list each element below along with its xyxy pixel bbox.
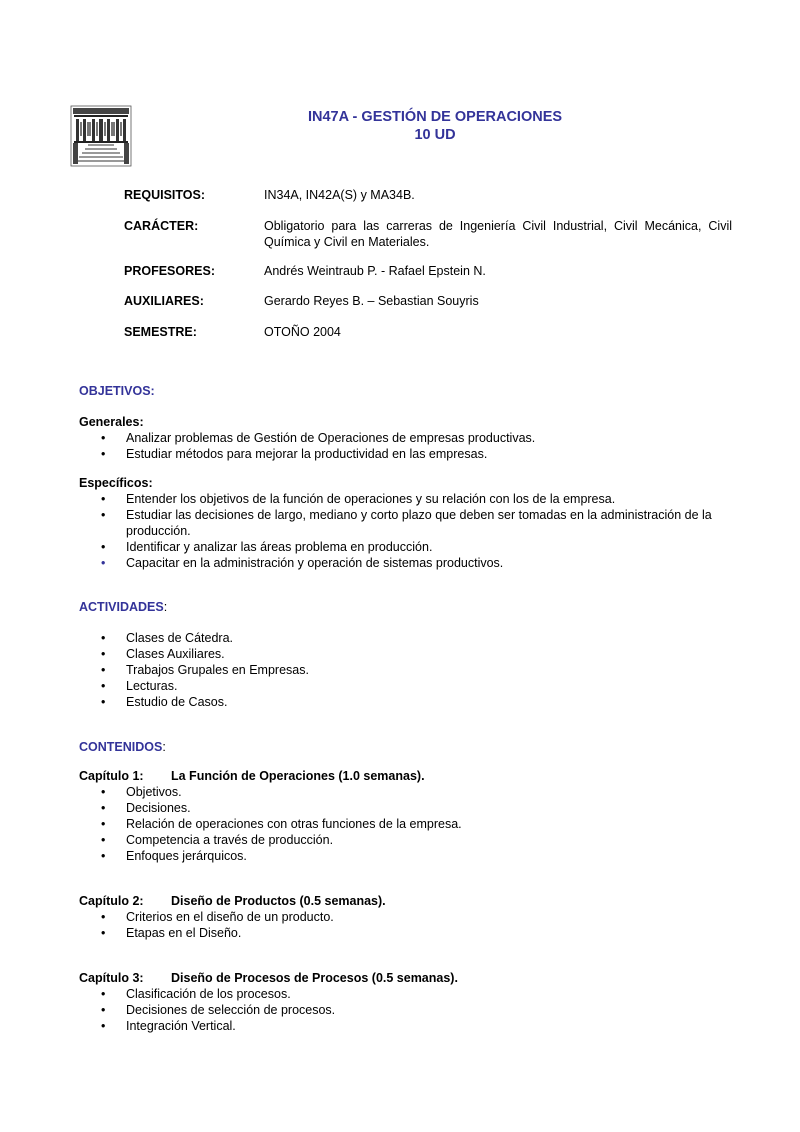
meta-value: IN34A, IN42A(S) y MA34B. <box>264 188 415 202</box>
bullet-icon: • <box>101 987 106 1001</box>
bullet-icon: • <box>101 817 106 831</box>
bullet-icon: • <box>101 801 106 815</box>
list-item: • Competencia a través de producción. <box>101 833 334 847</box>
list-item: • Criterios en el diseño de un producto. <box>101 910 334 924</box>
generales-label: Generales: <box>79 415 144 429</box>
course-title: IN47A - GESTIÓN DE OPERACIONES <box>307 109 563 125</box>
building-facade-icon <box>70 105 132 167</box>
bullet-icon: • <box>101 540 106 554</box>
bullet-icon: • <box>101 447 106 461</box>
list-item: • Identificar y analizar las áreas problema en producción. <box>101 540 433 554</box>
section-objetivos-title: OBJETIVOS: <box>79 384 155 398</box>
chapter-3-list <box>79 986 739 1034</box>
bullet-icon: • <box>101 833 106 847</box>
meta-label: CARÁCTER: <box>124 219 199 233</box>
bullet-icon: • <box>101 631 106 645</box>
section-actividades-title: ACTIVIDADES: <box>79 600 168 614</box>
list-item: • Relación de operaciones con otras funciones de la empresa. <box>101 817 462 831</box>
especificos-label: Específicos: <box>79 476 153 490</box>
bullet-icon: • <box>101 910 106 924</box>
chapter-1-list <box>79 784 739 864</box>
bullet-icon: • <box>101 679 106 693</box>
bullet-icon: • <box>101 663 106 677</box>
bullet-icon: • <box>101 785 106 799</box>
meta-value: OTOÑO 2004 <box>264 325 341 339</box>
bullet-icon: • <box>101 849 106 863</box>
section-contenidos-title: CONTENIDOS: <box>79 740 166 754</box>
meta-label: PROFESORES: <box>124 264 215 278</box>
list-item: • Entender los objetivos de la función de operaciones y su relación con los de la empresa. <box>101 492 616 506</box>
list-item: • Analizar problemas de Gestión de Operaciones de empresas productivas. <box>101 431 536 445</box>
list-item: • Estudio de Casos. <box>101 695 228 709</box>
list-item: • Clases Auxiliares. <box>101 647 225 661</box>
bullet-icon: • <box>101 1019 106 1033</box>
list-item: • Integración Vertical. <box>101 1019 236 1033</box>
bullet-icon: • <box>101 1003 106 1017</box>
list-item: • Enfoques jerárquicos. <box>101 849 247 863</box>
especificos-list <box>79 491 739 571</box>
list-item: • Estudiar métodos para mejorar la productividad en las empresas. <box>101 447 488 461</box>
bullet-icon: • <box>101 556 106 570</box>
list-item: • Objetivos. <box>101 785 182 799</box>
list-item: • Decisiones de selección de procesos. <box>101 1003 336 1017</box>
bullet-icon: • <box>101 431 106 445</box>
bullet-icon: • <box>101 647 106 661</box>
meta-value: Gerardo Reyes B. – Sebastian Souyris <box>264 294 479 308</box>
course-credits: 10 UD <box>414 127 456 143</box>
chapter-2-heading: Capítulo 2: Diseño de Productos (0.5 semanas). <box>79 894 386 908</box>
chapter-2-list <box>79 909 739 941</box>
list-item: • Lecturas. <box>101 679 178 693</box>
list-item: • Trabajos Grupales en Empresas. <box>101 663 309 677</box>
meta-label: SEMESTRE: <box>124 325 197 339</box>
generales-list <box>79 430 739 462</box>
list-item: • Estudiar las decisiones de largo, mediano y corto plazo que deben ser tomadas en la administración de la producción. <box>101 508 712 538</box>
list-item: • Capacitar en la administración y operación de sistemas productivos. <box>101 556 504 570</box>
meta-value: Obligatorio para las carreras de Ingeniería Civil Industrial, Civil Mecánica, Civil Química y Civil en Materiales. <box>264 219 732 249</box>
list-item: • Decisiones. <box>101 801 191 815</box>
list-item: • Etapas en el Diseño. <box>101 926 242 940</box>
meta-label: REQUISITOS: <box>124 188 206 202</box>
actividades-list <box>79 630 739 710</box>
chapter-1-heading: Capítulo 1: La Función de Operaciones (1.0 semanas). <box>79 769 425 783</box>
list-item: • Clasificación de los procesos. <box>101 987 291 1001</box>
bullet-icon: • <box>101 492 106 506</box>
bullet-icon: • <box>101 926 106 940</box>
meta-label: AUXILIARES: <box>124 294 204 308</box>
bullet-icon: • <box>101 508 106 522</box>
bullet-icon: • <box>101 695 106 709</box>
list-item: • Clases de Cátedra. <box>101 631 234 645</box>
meta-value: Andrés Weintraub P. - Rafael Epstein N. <box>264 264 486 278</box>
chapter-3-heading: Capítulo 3: Diseño de Procesos de Procesos (0.5 semanas). <box>79 971 458 985</box>
